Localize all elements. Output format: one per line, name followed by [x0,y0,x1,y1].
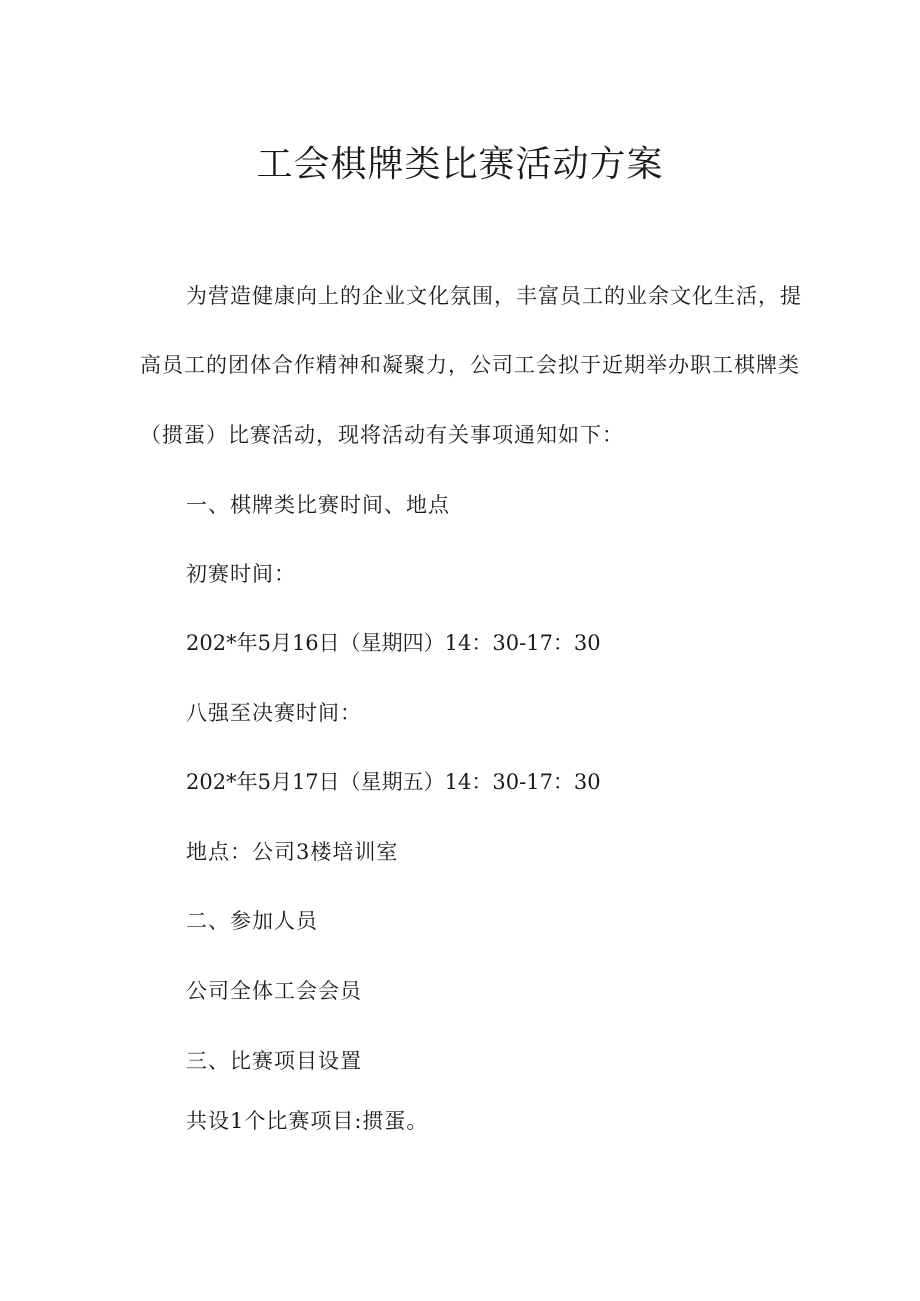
participants-text: 公司全体工会会员 [186,979,362,1003]
section-1-heading: 一、棋牌类比赛时间、地点 [186,493,450,517]
event-items-text: 共设1个比赛项目:掼蛋。 [186,1109,429,1133]
final-datetime: 202*年5月17日（星期五）14：30-17：30 [186,770,601,794]
section-3-heading: 三、比赛项目设置 [186,1049,362,1073]
prelim-datetime: 202*年5月16日（星期四）14：30-17：30 [186,631,601,655]
prelim-time-label: 初赛时间： [186,562,296,586]
intro-line-1: 为营造健康向上的企业文化氛围，丰富员工的业余文化生活，提 [186,284,802,308]
document-title: 工会棋牌类比赛活动方案 [256,144,664,185]
location-text: 地点：公司3楼培训室 [186,840,399,864]
final-time-label: 八强至决赛时间： [186,701,362,725]
intro-line-3: （掼蛋）比赛活动，现将活动有关事项通知如下： [140,423,624,447]
intro-line-2: 高员工的团体合作精神和凝聚力，公司工会拟于近期举办职工棋牌类 [140,353,800,377]
section-2-heading: 二、参加人员 [186,909,318,933]
